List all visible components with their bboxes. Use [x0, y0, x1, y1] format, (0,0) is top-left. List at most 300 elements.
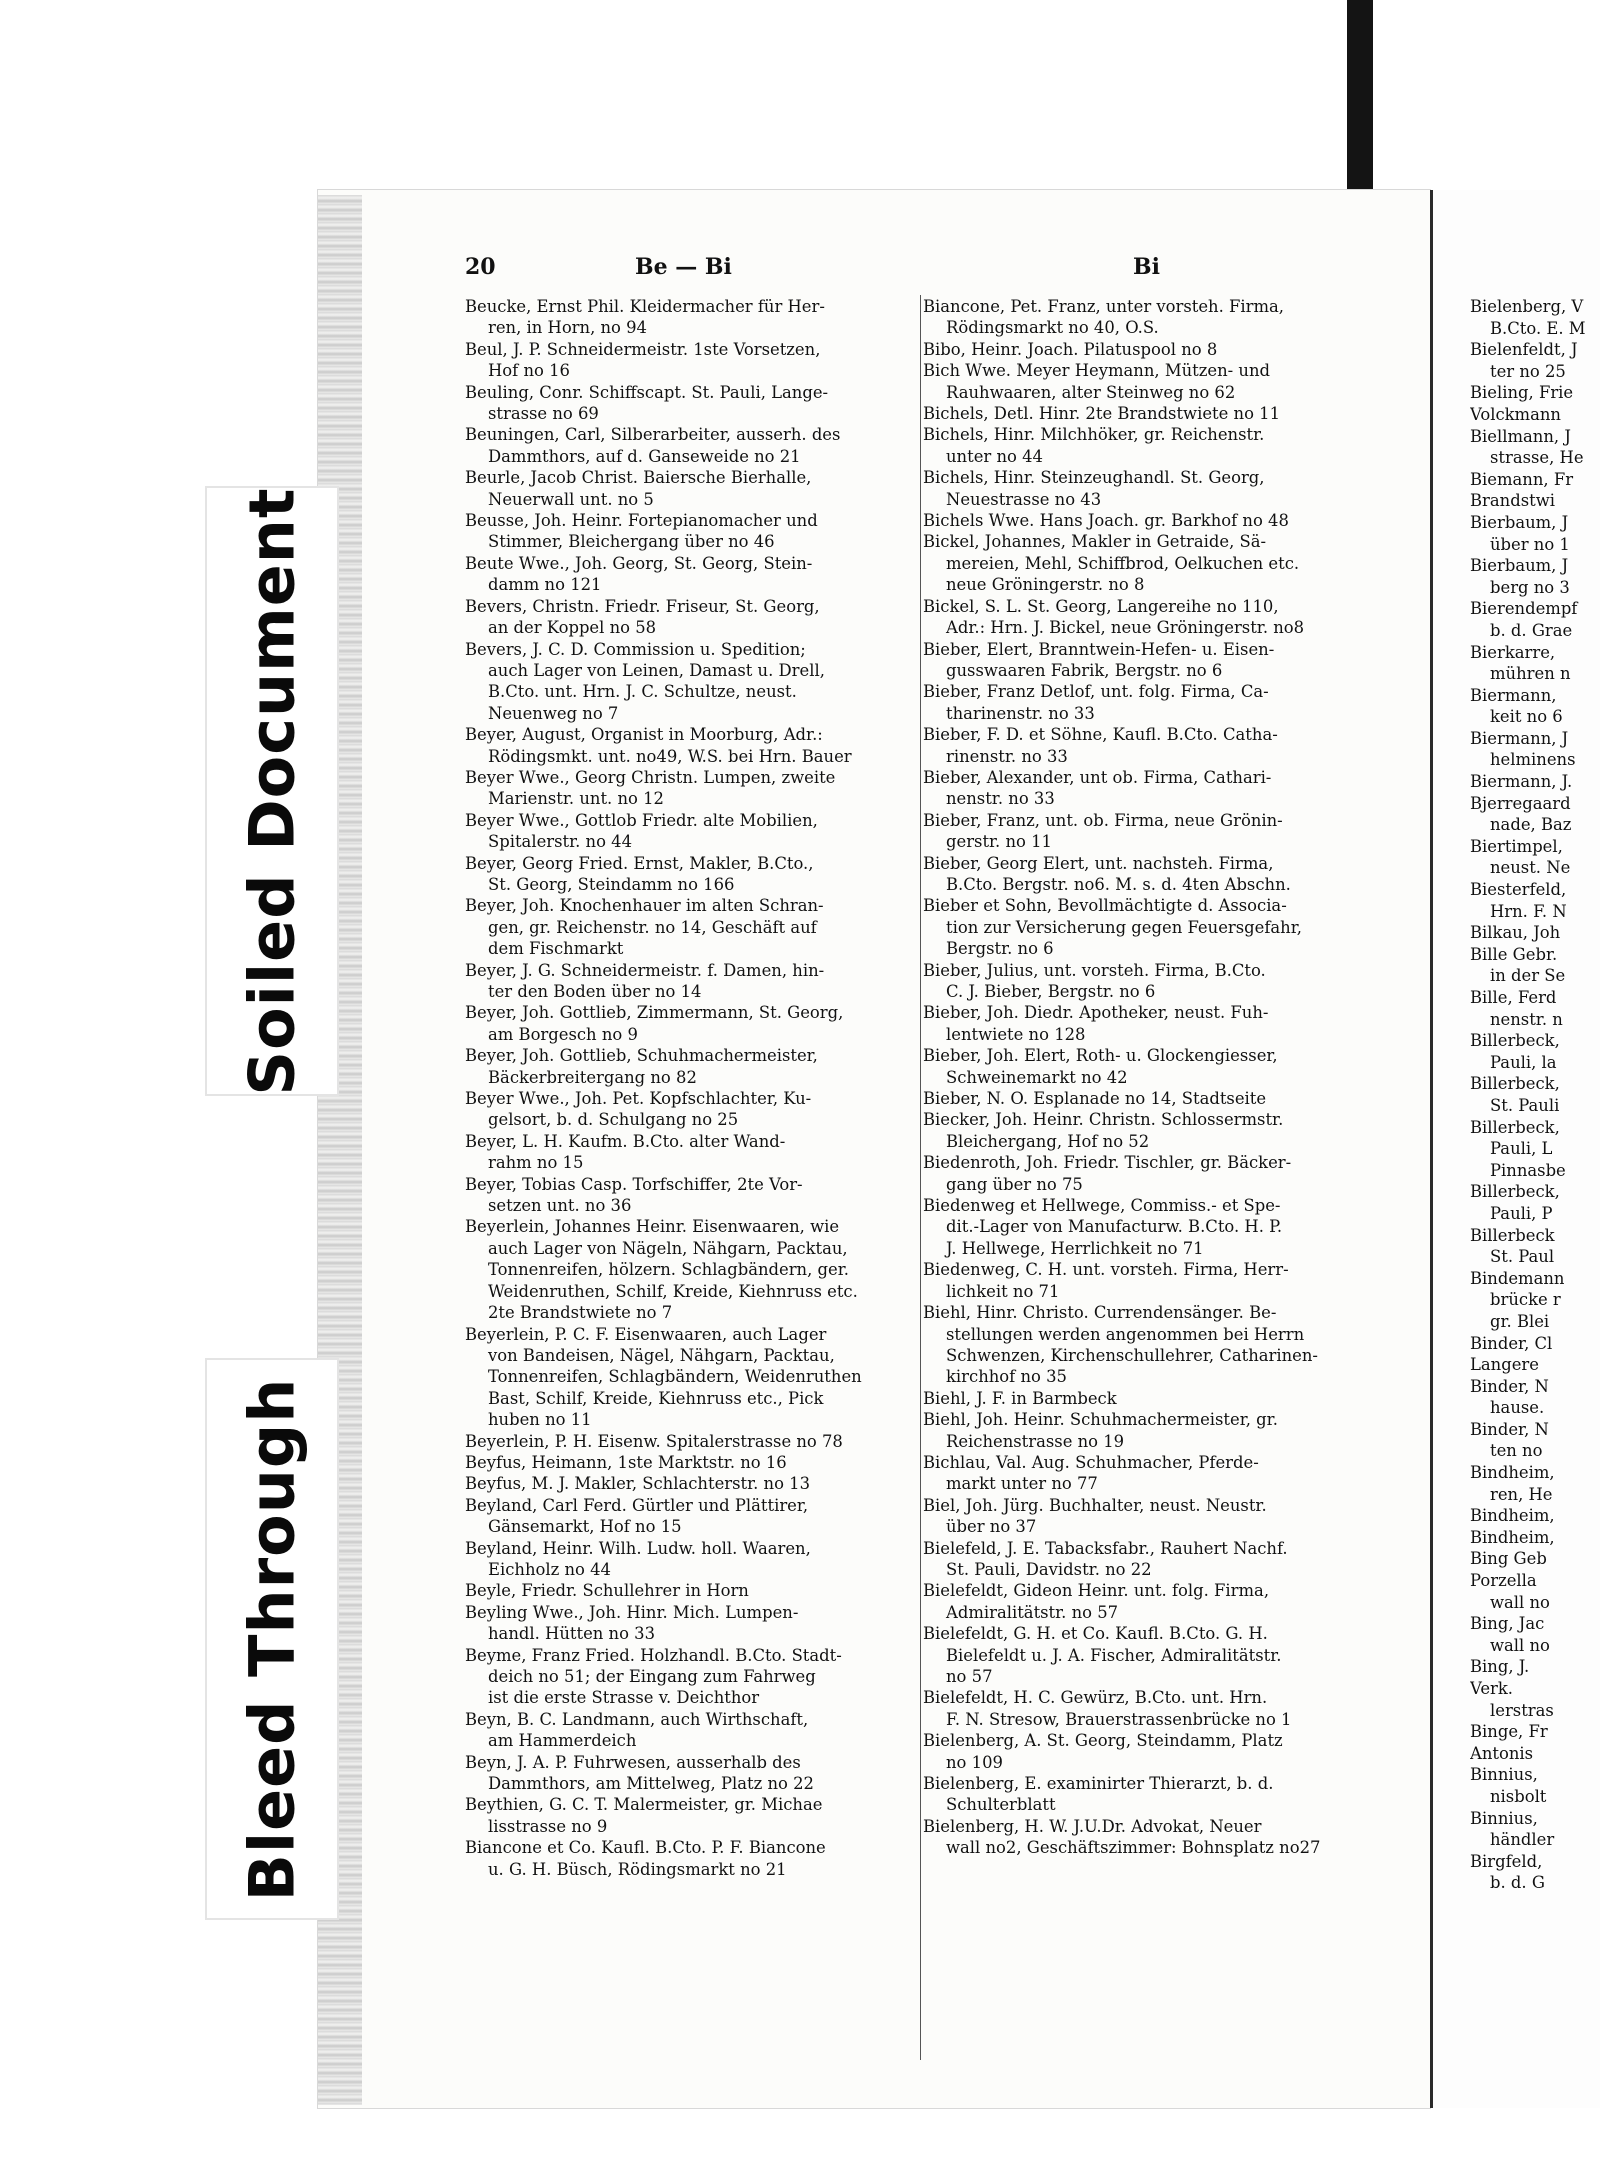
directory-entry [923, 339, 1369, 360]
facing-page-line: wall no [1490, 1592, 1550, 1612]
facing-page-line: helminens [1490, 750, 1576, 770]
entry-detail-line: lisstrasse no 9 [488, 1816, 608, 1836]
column-divider [920, 295, 921, 2060]
entry-name-line: Bich Wwe. Meyer Heymann, Mützen- und [923, 361, 1270, 381]
directory-entry [923, 531, 1369, 595]
facing-page-line: wall no [1490, 1635, 1550, 1655]
entry-name-line: Bielefeldt, G. H. et Co. Kaufl. B.Cto. G. H. [923, 1624, 1268, 1644]
entry-name-line: Bielenberg, E. examinirter Thierarzt, b. d. [923, 1774, 1274, 1794]
directory-entry [923, 724, 1369, 767]
entry-detail-line: Weidenruthen, Schilf, Kreide, Kiehnruss etc. [488, 1281, 858, 1301]
directory-entry [465, 596, 911, 639]
facing-page-line: neust. Ne [1490, 858, 1571, 878]
soiled-document-stamp [205, 486, 339, 1096]
directory-entry [923, 1580, 1369, 1623]
directory-entry [923, 1152, 1369, 1195]
entry-detail-line: stellungen werden angenommen bei Herrn [946, 1324, 1305, 1344]
directory-entry [923, 360, 1369, 403]
left-column [465, 296, 911, 1880]
entry-detail-line: ist die erste Strasse v. Deichthor [488, 1688, 760, 1708]
entry-detail-line: St. Pauli, Davidstr. no 22 [946, 1559, 1152, 1579]
entry-name-line: Bieber et Sohn, Bevollmächtigte d. Associa- [923, 896, 1287, 916]
facing-page-line: Bierbaum, J [1470, 556, 1569, 576]
entry-name-line: Biehl, Joh. Heinr. Schuhmachermeister, gr. [923, 1410, 1278, 1430]
entry-detail-line: C. J. Bieber, Bergstr. no 6 [946, 982, 1156, 1001]
entry-name-line: Bichels Wwe. Hans Joach. gr. Barkhof no 48 [923, 511, 1289, 531]
facing-page-line: Binder, N [1470, 1376, 1549, 1396]
facing-page-line: Bjerregaard [1470, 793, 1571, 813]
directory-entry [465, 724, 911, 767]
entry-detail-line: no 109 [946, 1752, 1003, 1772]
binding-shadow [1347, 0, 1373, 190]
facing-page-column [1470, 296, 1600, 1894]
facing-page-line: Bing, J. [1470, 1657, 1530, 1677]
entry-detail-line: Schulterblatt [946, 1795, 1056, 1815]
entry-name-line: Beyerlein, Johannes Heinr. Eisenwaaren, wie [465, 1217, 840, 1237]
entry-detail-line: auch Lager von Leinen, Damast u. Drell, [488, 660, 825, 680]
entry-name-line: Bevers, Christn. Friedr. Friseur, St. Georg, [465, 596, 820, 616]
soiled-document-label: Soiled Document [235, 486, 309, 1096]
entry-detail-line: B.Cto. unt. Hrn. J. C. Schultze, neust. [488, 682, 797, 702]
entry-detail-line: neue Gröningerstr. no 8 [946, 575, 1145, 595]
directory-entry [465, 1580, 911, 1601]
facing-page-line: Bing Geb [1470, 1549, 1547, 1569]
facing-page-line: Bing, Jac [1470, 1614, 1545, 1634]
entry-name-line: Beuling, Conr. Schiffscapt. St. Pauli, Lange- [465, 382, 829, 402]
entry-detail-line: Rödingsmkt. unt. no49, W.S. bei Hrn. Bauer [488, 746, 852, 766]
right-column [923, 296, 1369, 1859]
facing-page-line: lerstras [1490, 1700, 1554, 1720]
entry-detail-line: mereien, Mehl, Schiffbrod, Oelkuchen etc. [946, 553, 1300, 573]
directory-entry [465, 1709, 911, 1752]
entry-detail-line: setzen unt. no 36 [488, 1196, 632, 1216]
facing-page-line: Bielenberg, V [1470, 297, 1584, 316]
facing-page-line: Bierendempf [1470, 599, 1578, 619]
facing-page-line: Bindheim, [1470, 1506, 1555, 1526]
page-number: 20 [465, 254, 496, 280]
entry-name-line: Beyle, Friedr. Schullehrer in Horn [465, 1581, 749, 1601]
entry-detail-line: gelsort, b. d. Schulgang no 25 [488, 1110, 739, 1130]
entry-detail-line: gang über no 75 [946, 1174, 1083, 1194]
entry-detail-line: F. N. Stresow, Brauerstrassenbrücke no 1 [946, 1709, 1292, 1729]
facing-page-line: brücke r [1490, 1290, 1561, 1310]
directory-entry [923, 681, 1369, 724]
entry-detail-line: Marienstr. unt. no 12 [488, 789, 664, 809]
entry-name-line: Beyerlein, P. C. F. Eisenwaaren, auch Lager [465, 1324, 827, 1344]
entry-name-line: Beyfus, M. J. Makler, Schlachterstr. no 13 [465, 1474, 811, 1494]
facing-page-line: ter no 25 [1490, 361, 1566, 381]
directory-entry [923, 1623, 1369, 1687]
entry-name-line: Bibo, Heinr. Joach. Pilatuspool no 8 [923, 339, 1218, 359]
directory-entry [923, 424, 1369, 467]
entry-detail-line: St. Georg, Steindamm no 166 [488, 874, 735, 894]
entry-name-line: Bieber, F. D. et Söhne, Kaufl. B.Cto. Catha- [923, 725, 1278, 745]
facing-page-line: in der Se [1490, 966, 1566, 986]
facing-page-line: Bindheim, [1470, 1463, 1555, 1483]
directory-entry [923, 1816, 1369, 1859]
entry-name-line: Bielenberg, A. St. Georg, Steindamm, Platz [923, 1731, 1283, 1751]
facing-page-line: Langere [1470, 1355, 1539, 1375]
entry-detail-line: dit.-Lager von Manufacturw. B.Cto. H. P. [946, 1217, 1283, 1237]
directory-entry [465, 1837, 911, 1880]
facing-page-line: Bille Gebr. [1470, 944, 1558, 964]
directory-entry [465, 1002, 911, 1045]
facing-page-line: Billerbeck, [1470, 1182, 1560, 1202]
facing-page-line: Billerbeck, [1470, 1074, 1560, 1094]
facing-page-line: strasse, He [1490, 448, 1584, 468]
facing-page-line: Binnius, [1470, 1765, 1538, 1785]
directory-entry [923, 639, 1369, 682]
directory-entry [465, 1645, 911, 1709]
facing-page-line: Bierkarre, [1470, 642, 1556, 662]
directory-entry [465, 810, 911, 853]
entry-name-line: Biedenroth, Joh. Friedr. Tischler, gr. Bäcker- [923, 1153, 1292, 1173]
entry-name-line: Beusse, Joh. Heinr. Fortepianomacher und [465, 511, 818, 531]
directory-entry [923, 596, 1369, 639]
entry-detail-line: Bleichergang, Hof no 52 [946, 1131, 1150, 1151]
entry-name-line: Bieber, Julius, unt. vorsteh. Firma, B.Cto. [923, 960, 1266, 980]
entry-detail-line: J. Hellwege, Herrlichkeit no 71 [946, 1238, 1204, 1258]
entry-name-line: Bichels, Hinr. Milchhöker, gr. Reichenstr. [923, 425, 1265, 445]
entry-name-line: Bieber, Georg Elert, unt. nachsteh. Firma, [923, 853, 1274, 873]
entry-detail-line: Rauhwaaren, alter Steinweg no 62 [946, 382, 1236, 402]
facing-page-line: St. Paul [1490, 1247, 1555, 1267]
facing-page-line: keit no 6 [1490, 707, 1563, 727]
directory-entry [923, 1409, 1369, 1452]
entry-name-line: Beute Wwe., Joh. Georg, St. Georg, Stein- [465, 553, 813, 573]
facing-page-line: Billerbeck, [1470, 1117, 1560, 1137]
directory-entry [465, 1794, 911, 1837]
facing-page-line: berg no 3 [1490, 577, 1570, 597]
entry-detail-line: rinenstr. no 33 [946, 746, 1068, 766]
bleed-through-label: Bleed Through [235, 1377, 309, 1901]
entry-name-line: Bieber, Joh. Diedr. Apotheker, neust. Fuh- [923, 1003, 1269, 1023]
entry-name-line: Beyland, Heinr. Wilh. Ludw. holl. Waaren, [465, 1538, 811, 1558]
entry-name-line: Beyme, Franz Fried. Holzhandl. B.Cto. Stadt- [465, 1645, 842, 1665]
entry-name-line: Bieber, Elert, Branntwein-Hefen- u. Eisen- [923, 639, 1275, 659]
entry-detail-line: Rödingsmarkt no 40, O.S. [946, 318, 1159, 338]
entry-name-line: Biancone et Co. Kaufl. B.Cto. P. F. Biancone [465, 1838, 826, 1858]
entry-detail-line: Schwenzen, Kirchenschullehrer, Catharinen- [946, 1345, 1318, 1365]
entry-name-line: Biehl, J. F. in Barmbeck [923, 1388, 1117, 1408]
entry-name-line: Beyer, Joh. Gottlieb, Schuhmachermeister, [465, 1046, 818, 1066]
facing-page-line: Biemann, Fr [1470, 469, 1574, 489]
entry-detail-line: ren, in Horn, no 94 [488, 318, 647, 338]
entry-name-line: Beuningen, Carl, Silberarbeiter, ausserh. des [465, 425, 841, 445]
entry-name-line: Beul, J. P. Schneidermeistr. 1ste Vorsetzen, [465, 339, 821, 359]
directory-entry [923, 1388, 1369, 1409]
entry-name-line: Biehl, Hinr. Christo. Currendensänger. Be- [923, 1303, 1277, 1323]
entry-detail-line: B.Cto. Bergstr. no6. M. s. d. 4ten Abschn. [946, 874, 1291, 894]
entry-detail-line: Admiralitätstr. no 57 [946, 1602, 1119, 1622]
directory-entry [923, 1730, 1369, 1773]
entry-detail-line: gen, gr. Reichenstr. no 14, Geschäft auf [488, 917, 817, 937]
entry-name-line: Beyer, L. H. Kaufm. B.Cto. alter Wand- [465, 1131, 786, 1151]
directory-entry [465, 553, 911, 596]
entry-detail-line: 2te Brandstwiete no 7 [488, 1303, 673, 1323]
facing-page-line: Binge, Fr [1470, 1722, 1548, 1742]
entry-detail-line: u. G. H. Büsch, Rödingsmarkt no 21 [488, 1859, 787, 1879]
entry-name-line: Biecker, Joh. Heinr. Christn. Schlossermstr. [923, 1110, 1284, 1130]
entry-detail-line: Stimmer, Bleichergang über no 46 [488, 532, 775, 552]
directory-entry [923, 467, 1369, 510]
directory-entry [465, 467, 911, 510]
entry-detail-line: strasse no 69 [488, 404, 599, 424]
facing-page-line: Bindemann [1470, 1268, 1565, 1288]
facing-page-line: Biertimpel, [1470, 836, 1563, 856]
facing-page-line: Bierbaum, J [1470, 512, 1569, 532]
entry-detail-line: wall no2, Geschäftszimmer: Bohnsplatz no27 [946, 1838, 1321, 1858]
directory-entry [465, 296, 911, 339]
facing-page-line: Binnius, [1470, 1808, 1538, 1828]
facing-page-line: nade, Baz [1490, 815, 1572, 835]
entry-name-line: Biel, Joh. Jürg. Buchhalter, neust. Neustr. [923, 1495, 1267, 1515]
entry-name-line: Bevers, J. C. D. Commission u. Spedition; [465, 639, 806, 659]
directory-entry [465, 895, 911, 959]
entry-detail-line: Gänsemarkt, Hof no 15 [488, 1517, 682, 1537]
facing-page-line: Bielenfeldt, J [1470, 340, 1578, 360]
entry-name-line: Beyer, J. G. Schneidermeistr. f. Damen, hin- [465, 960, 825, 980]
entry-name-line: Beyer, Joh. Knochenhauer im alten Schran- [465, 896, 824, 916]
running-head-right: Bi [1133, 254, 1160, 280]
entry-detail-line: ter den Boden über no 14 [488, 982, 702, 1001]
facing-page-line: Billerbeck [1470, 1225, 1555, 1245]
directory-entry [465, 1045, 911, 1088]
entry-detail-line: Tonnenreifen, hölzern. Schlagbändern, ger. [488, 1260, 849, 1280]
entry-name-line: Bieber, Joh. Elert, Roth- u. Glockengiesser, [923, 1046, 1278, 1066]
entry-detail-line: Neuenweg no 7 [488, 703, 619, 723]
entry-detail-line: deich no 51; der Eingang zum Fahrweg [488, 1667, 816, 1686]
facing-page-line: Biellmann, J [1470, 426, 1571, 446]
directory-entry [923, 403, 1369, 424]
entry-detail-line: kirchhof no 35 [946, 1367, 1067, 1387]
entry-detail-line: dem Fischmarkt [488, 939, 624, 959]
facing-page-line: Hrn. F. N [1490, 901, 1567, 921]
entry-name-line: Bichels, Detl. Hinr. 2te Brandstwiete no 11 [923, 404, 1281, 424]
entry-detail-line: über no 37 [946, 1517, 1037, 1537]
facing-page-line: Verk. [1470, 1679, 1514, 1698]
directory-entry [465, 510, 911, 553]
entry-name-line: Beyer, Joh. Gottlieb, Zimmermann, St. Georg, [465, 1003, 844, 1023]
directory-entry [465, 1473, 911, 1494]
entry-detail-line: markt unter no 77 [946, 1474, 1098, 1494]
entry-detail-line: am Borgesch no 9 [488, 1024, 638, 1044]
directory-entry [923, 1002, 1369, 1045]
facing-page-line: mühren n [1490, 664, 1571, 684]
entry-name-line: Beucke, Ernst Phil. Kleidermacher für Her- [465, 297, 825, 316]
entry-name-line: Beyer, August, Organist in Moorburg, Adr.: [465, 725, 823, 745]
entry-name-line: Bieber, Franz, unt. ob. Firma, neue Grönin- [923, 810, 1283, 830]
entry-detail-line: gusswaaren Fabrik, Bergstr. no 6 [946, 660, 1223, 680]
directory-entry [923, 1495, 1369, 1538]
entry-name-line: Bickel, S. L. St. Georg, Langereihe no 110, [923, 596, 1279, 616]
entry-name-line: Beyfus, Heimann, 1ste Marktstr. no 16 [465, 1452, 787, 1472]
entry-detail-line: Eichholz no 44 [488, 1559, 611, 1579]
entry-name-line: Beyer, Tobias Casp. Torfschiffer, 2te Vor- [465, 1174, 803, 1194]
entry-detail-line: damm no 121 [488, 575, 602, 595]
facing-page-line: händler [1490, 1830, 1555, 1850]
directory-entry [465, 853, 911, 896]
facing-page-line: Billerbeck, [1470, 1031, 1560, 1051]
directory-entry [465, 339, 911, 382]
directory-entry [923, 810, 1369, 853]
entry-name-line: Bichels, Hinr. Steinzeughandl. St. Georg, [923, 468, 1265, 488]
entry-name-line: Beyn, J. A. P. Fuhrwesen, ausserhalb des [465, 1752, 801, 1772]
entry-detail-line: no 57 [946, 1667, 993, 1686]
facing-page-line: Pauli, P [1490, 1203, 1553, 1223]
directory-entry [923, 1045, 1369, 1088]
entry-detail-line: Spitalerstr. no 44 [488, 832, 633, 852]
entry-detail-line: gerstr. no 11 [946, 832, 1052, 852]
entry-detail-line: Dammthors, auf d. Ganseweide no 21 [488, 446, 801, 466]
entry-name-line: Biedenweg et Hellwege, Commiss.- et Spe- [923, 1196, 1281, 1216]
directory-entry [923, 1109, 1369, 1152]
directory-entry [923, 296, 1369, 339]
facing-page-line: b. d. G [1490, 1873, 1545, 1893]
directory-entry [923, 510, 1369, 531]
directory-entry [465, 1495, 911, 1538]
facing-page-line: Bilkau, Joh [1470, 923, 1561, 943]
entry-detail-line: Hof no 16 [488, 361, 570, 381]
facing-page-line: Bieling, Frie [1470, 383, 1574, 403]
entry-detail-line: Tonnenreifen, Schlagbändern, Weidenruthen [488, 1367, 862, 1387]
entry-detail-line: Schweinemarkt no 42 [946, 1067, 1128, 1087]
entry-detail-line: Neuerwall unt. no 5 [488, 489, 654, 509]
directory-entry [465, 1602, 911, 1645]
entry-name-line: Bielefeldt, Gideon Heinr. unt. folg. Firma, [923, 1581, 1270, 1601]
entry-detail-line: am Hammerdeich [488, 1731, 637, 1751]
directory-entry [465, 1216, 911, 1323]
directory-entry [465, 1431, 911, 1452]
directory-entry [923, 767, 1369, 810]
directory-entry [465, 1174, 911, 1217]
facing-page-line: Bille, Ferd [1470, 988, 1557, 1007]
entry-detail-line: Bergstr. no 6 [946, 939, 1054, 959]
directory-entry [923, 1538, 1369, 1581]
directory-entry [465, 1324, 911, 1431]
entry-detail-line: tharinenstr. no 33 [946, 703, 1095, 723]
entry-detail-line: auch Lager von Nägeln, Nähgarn, Packtau, [488, 1238, 848, 1258]
directory-entry [465, 1452, 911, 1473]
directory-entry [923, 1687, 1369, 1730]
facing-page-line: Brandstwi [1470, 491, 1555, 511]
entry-detail-line: tion zur Versicherung gegen Feuersgefahr, [946, 917, 1302, 937]
entry-detail-line: an der Koppel no 58 [488, 618, 657, 638]
directory-entry [465, 1088, 911, 1131]
entry-detail-line: Neuestrasse no 43 [946, 489, 1102, 509]
directory-entry [465, 1538, 911, 1581]
facing-page-line: hause. [1490, 1398, 1545, 1418]
directory-entry [465, 639, 911, 725]
directory-entry [923, 895, 1369, 959]
entry-name-line: Bielenberg, H. W. J.U.Dr. Advokat, Neuer [923, 1816, 1262, 1836]
facing-page-line: B.Cto. E. M [1490, 318, 1586, 338]
facing-page-line: Pauli, L [1490, 1139, 1553, 1159]
entry-detail-line: lentwiete no 128 [946, 1024, 1086, 1044]
directory-entry [465, 960, 911, 1003]
directory-entry [465, 382, 911, 425]
entry-name-line: Beurle, Jacob Christ. Baiersche Bierhalle, [465, 468, 812, 488]
directory-entry [923, 1088, 1369, 1109]
facing-page-line: Antonis [1470, 1743, 1534, 1763]
facing-page-line: Biermann, J [1470, 728, 1569, 748]
directory-entry [923, 853, 1369, 896]
directory-entry [465, 1131, 911, 1174]
facing-page-line: Biesterfeld, [1470, 880, 1567, 900]
facing-page-line: Pauli, la [1490, 1052, 1557, 1072]
facing-page-line: St. Pauli [1490, 1095, 1560, 1115]
directory-entry [923, 1302, 1369, 1388]
entry-detail-line: Adr.: Hrn. J. Bickel, neue Gröningerstr. no8 [946, 618, 1305, 638]
directory-entry [465, 767, 911, 810]
facing-page-line: Volckmann [1470, 404, 1561, 424]
entry-detail-line: Bielefeldt u. J. A. Fischer, Admiralitätstr. [946, 1645, 1282, 1665]
entry-detail-line: unter no 44 [946, 446, 1043, 466]
entry-name-line: Bieber, N. O. Esplanade no 14, Stadtseite [923, 1089, 1267, 1109]
entry-name-line: Bielefeld, J. E. Tabacksfabr., Rauhert Nachf. [923, 1538, 1288, 1558]
directory-entry [923, 1195, 1369, 1259]
entry-name-line: Biancone, Pet. Franz, unter vorsteh. Firma, [923, 297, 1284, 316]
entry-name-line: Beythien, G. C. T. Malermeister, gr. Michae [465, 1795, 823, 1815]
directory-entry [923, 1773, 1369, 1816]
entry-name-line: Beyerlein, P. H. Eisenw. Spitalerstrasse no 78 [465, 1431, 843, 1451]
directory-entry [923, 1452, 1369, 1495]
entry-detail-line: Dammthors, am Mittelweg, Platz no 22 [488, 1774, 814, 1794]
directory-entry [923, 1259, 1369, 1302]
directory-entry [465, 1752, 911, 1795]
entry-name-line: Beyer, Georg Fried. Ernst, Makler, B.Cto., [465, 853, 814, 873]
entry-detail-line: lichkeit no 71 [946, 1281, 1060, 1301]
entry-name-line: Bichlau, Val. Aug. Schuhmacher, Pferde- [923, 1452, 1259, 1472]
bleed-through-stamp [205, 1358, 339, 1920]
entry-name-line: Beyer Wwe., Joh. Pet. Kopfschlachter, Ku- [465, 1089, 812, 1109]
facing-page-line: ren, He [1490, 1484, 1553, 1504]
facing-page-line: gr. Blei [1490, 1311, 1550, 1331]
facing-page-line: Pinnasbe [1490, 1160, 1566, 1180]
facing-page-line: Binder, Cl [1470, 1333, 1553, 1353]
entry-name-line: Bickel, Johannes, Makler in Getraide, Sä- [923, 532, 1267, 552]
directory-entry [923, 960, 1369, 1003]
entry-detail-line: von Bandeisen, Nägel, Nähgarn, Packtau, [488, 1345, 835, 1365]
running-head-left: Be — Bi [635, 254, 732, 280]
facing-page-line: Porzella [1470, 1571, 1537, 1591]
facing-page-line: Bindheim, [1470, 1527, 1555, 1547]
entry-detail-line: handl. Hütten no 33 [488, 1624, 656, 1644]
entry-detail-line: Reichenstrasse no 19 [946, 1431, 1125, 1451]
entry-name-line: Bieber, Alexander, unt ob. Firma, Cathari- [923, 767, 1272, 787]
directory-entry [465, 424, 911, 467]
facing-page-line: b. d. Grae [1490, 620, 1573, 640]
facing-page-line: Binder, N [1470, 1419, 1549, 1439]
facing-page-line: über no 1 [1490, 534, 1570, 554]
entry-detail-line: Bast, Schilf, Kreide, Kiehnruss etc., Pick [488, 1388, 824, 1408]
entry-detail-line: huben no 11 [488, 1410, 592, 1430]
entry-name-line: Beyling Wwe., Joh. Hinr. Mich. Lumpen- [465, 1602, 799, 1622]
entry-name-line: Biedenweg, C. H. unt. vorsteh. Firma, Herr- [923, 1260, 1289, 1280]
entry-name-line: Beyer Wwe., Georg Christn. Lumpen, zweite [465, 767, 836, 787]
facing-page-line: nisbolt [1490, 1786, 1547, 1806]
facing-page-line: Birgfeld, [1470, 1851, 1543, 1871]
facing-page-line: ten no [1490, 1441, 1543, 1461]
entry-detail-line: rahm no 15 [488, 1153, 584, 1173]
facing-page-line: nenstr. n [1490, 1009, 1563, 1029]
entry-detail-line: nenstr. no 33 [946, 789, 1055, 809]
facing-page-line: Biermann, J. [1470, 772, 1573, 792]
entry-name-line: Bieber, Franz Detlof, unt. folg. Firma, Ca- [923, 682, 1269, 702]
entry-name-line: Beyland, Carl Ferd. Gürtler und Plättirer, [465, 1495, 809, 1515]
entry-name-line: Bielefeldt, H. C. Gewürz, B.Cto. unt. Hrn. [923, 1688, 1268, 1708]
facing-page-line: Biermann, [1470, 685, 1557, 705]
